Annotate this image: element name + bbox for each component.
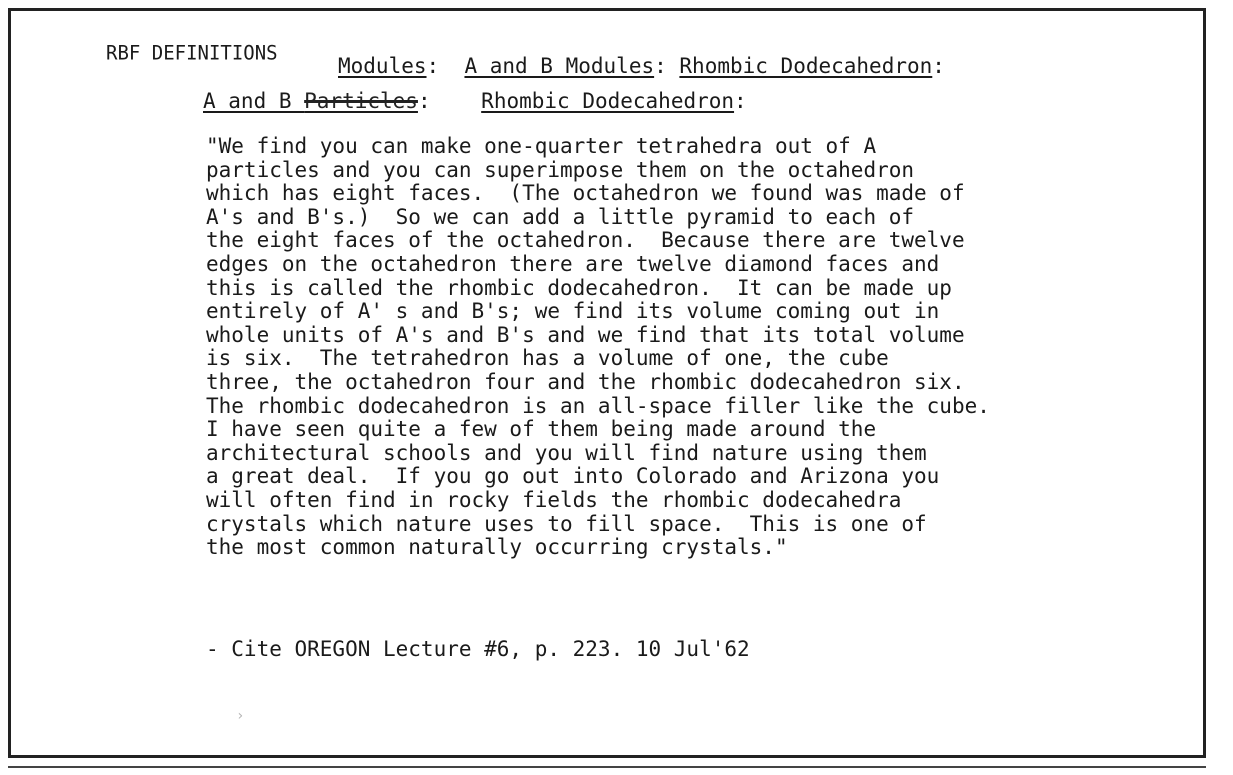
quote-line: entirely of A' s and B's; we find its volume coming out in xyxy=(206,299,940,324)
quote-line: whole units of A's and B's and we find that its total volume xyxy=(206,322,965,347)
heading-struck-word: Particles xyxy=(304,89,418,113)
quote-line: the most common naturally occurring crystals." xyxy=(206,535,788,560)
ink-smudge: › xyxy=(236,708,245,724)
quote-line: is six. The tetrahedron has a volume of one, the cube xyxy=(206,346,889,371)
entry-heading xyxy=(203,89,747,113)
quote-line: this is called the rhombic dodecahedron. It can be made up xyxy=(206,275,952,300)
quote-line: edges on the octahedron there are twelve diamond faces and xyxy=(206,251,940,276)
heading-rhombic-dodecahedron: Rhombic Dodecahedron xyxy=(481,89,735,113)
quote-line: the eight faces of the octahedron. Because there are twelve xyxy=(206,228,965,253)
quote-line: crystals which nature uses to fill space. This is one of xyxy=(206,511,927,536)
quote-line: will often find in rocky fields the rhombic dodecahedra xyxy=(206,487,902,512)
heading-ab: A and B xyxy=(203,89,305,113)
quote-line: I have seen quite a few of them being made around the xyxy=(206,417,877,442)
subject-rhombic-dodecahedron: Rhombic Dodecahedron xyxy=(679,54,933,78)
quote-line: three, the octahedron four and the rhombic dodecahedron six. xyxy=(206,369,965,394)
card-label: RBF DEFINITIONS xyxy=(106,41,278,65)
subject-ab-modules: A and B Modules xyxy=(464,54,655,78)
quote-line: "We find you can make one-quarter tetrahedra out of A xyxy=(206,134,877,158)
quote-line: architectural schools and you will find nature using them xyxy=(206,440,927,465)
subject-line xyxy=(338,54,945,78)
quote-line: which has eight faces. (The octahedron we found was made of xyxy=(206,181,965,206)
quote-line: a great deal. If you go out into Colorado and Arizona you xyxy=(206,464,940,489)
quote-line: particles and you can superimpose them on the octahedron xyxy=(206,157,915,182)
quote-line: The rhombic dodecahedron is an all-space filler like the cube. xyxy=(206,393,990,418)
quote-block xyxy=(206,135,990,560)
subject-separator: : xyxy=(654,54,680,78)
quote-line: A's and B's.) So we can add a little pyramid to each of xyxy=(206,204,915,229)
citation: - Cite OREGON Lecture #6, p. 223. 10 Jul'62 xyxy=(206,637,750,661)
next-card-edge xyxy=(8,766,1206,768)
subject-separator: : xyxy=(426,54,465,78)
heading-separator: : xyxy=(417,89,482,113)
subject-modules: Modules xyxy=(338,54,427,78)
heading-separator: : xyxy=(734,89,747,113)
subject-separator: : xyxy=(932,54,945,78)
